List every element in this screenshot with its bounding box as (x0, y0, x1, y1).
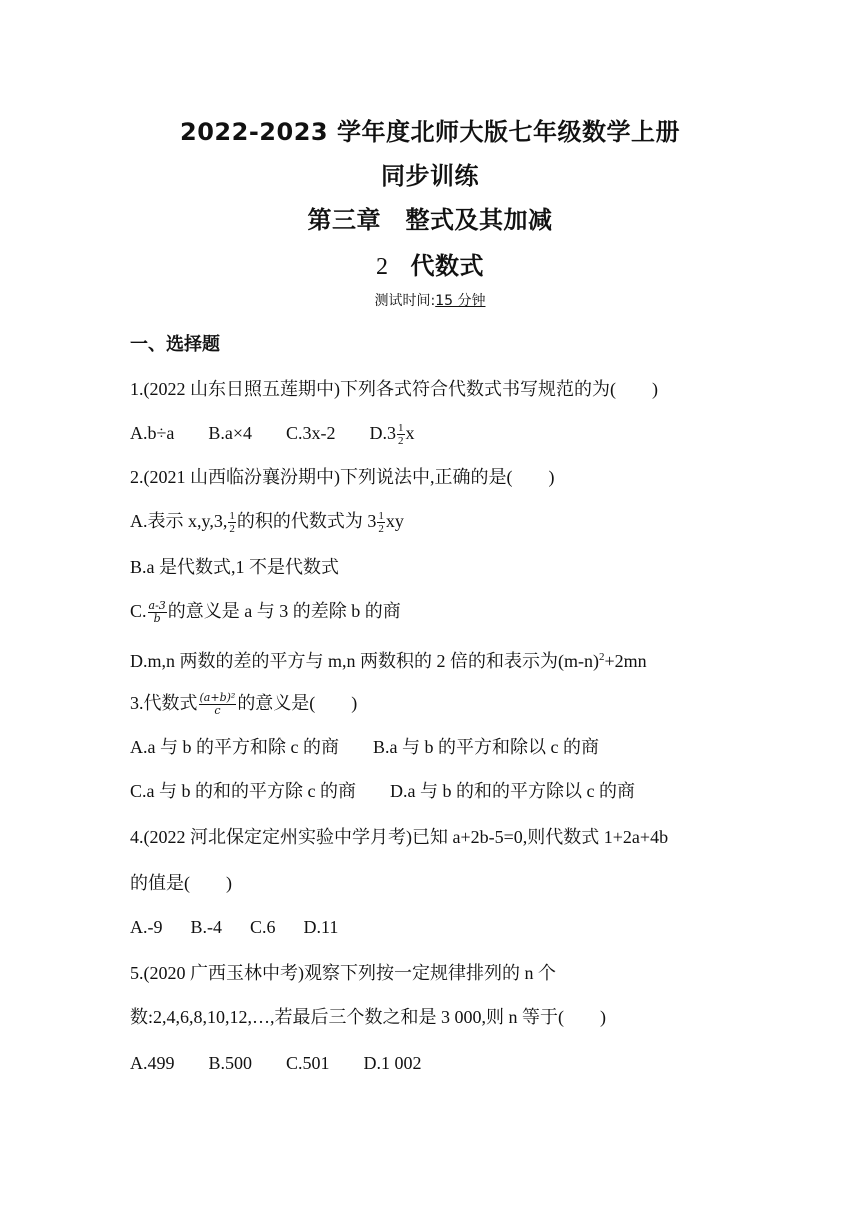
test-time (0, 290, 860, 310)
fraction: $\frac{1}{2}$ (378, 510, 384, 536)
section-heading (0, 246, 860, 281)
q4-option-c: C.6 (250, 917, 276, 937)
doc-subtitle: 同步训练 (381, 162, 479, 190)
q1-option-c: C.3x-2 (286, 423, 336, 443)
doc-title: 2022-2023 学年度北师大版七年级数学上册 (180, 118, 680, 146)
section-title: 代数式 (410, 252, 484, 280)
time-value: 15 分钟 (435, 293, 486, 309)
q3-stem: 3.代数式 $\frac{\text{(a+b)²}}{c}$ 的意义是( ) (130, 691, 358, 718)
fraction: $\frac{a-3}{b}$ (148, 599, 166, 626)
part-title: 一、选择题 (130, 334, 220, 355)
q3-options-cd (130, 780, 635, 802)
q4-stem-line2: 的值是( ) (130, 873, 232, 893)
q2-option-b: B.a 是代数式,1 不是代数式 (130, 557, 339, 577)
q3-options-ab (130, 736, 599, 758)
q1-options (130, 422, 415, 447)
q2-option-a: A.表示 x,y,3, $\frac{1}{2}$ 的积的代数式为 3 $\frac{1}{2}$ xy (130, 510, 404, 536)
q4-option-b: B.-4 (190, 917, 222, 937)
q2-option-d: D.m,n 两数的差的平方与 m,n 两数积的 2 倍的和表示为$(m-n)^2+2mn$ (130, 651, 647, 671)
q2-stem: 2.(2021 山西临汾襄汾期中)下列说法中,正确的是( ) (130, 467, 555, 487)
q5-option-b: B.500 (208, 1053, 253, 1073)
q3-option-c: C.a 与 b 的和的平方除 c 的商 (130, 781, 356, 801)
q5-option-a: A.499 (130, 1053, 175, 1073)
q5-option-d: D.1 002 (363, 1053, 422, 1073)
q1-stem: 1.(2022 山东日照五莲期中)下列各式符合代数式书写规范的为( ) (130, 379, 658, 399)
q4-option-d: D.11 (303, 917, 339, 937)
q3-option-d: D.a 与 b 的和的平方除以 c 的商 (389, 781, 635, 801)
q3-option-a: A.a 与 b 的平方和除 c 的商 (130, 737, 339, 757)
fraction: $\frac{1}{2}$ (398, 422, 404, 448)
q4-option-a: A.-9 (130, 917, 163, 937)
q5-stem-line1: 5.(2020 广西玉林中考)观察下列按一定规律排列的 n 个 (130, 963, 556, 983)
q2-option-c: C. $\frac{a-3}{b}$ 的意义是 a 与 3 的差除 b 的商 (130, 599, 401, 626)
q5-option-c: C.501 (286, 1053, 330, 1073)
chapter-title: 第三章 整式及其加减 (307, 206, 553, 234)
q3-option-b: B.a 与 b 的平方和除以 c 的商 (372, 737, 599, 757)
fraction: $\frac{\text{(a+b)²}}{c}$ (199, 691, 236, 718)
q1-option-b: B.a×4 (208, 423, 253, 443)
q4-stem-line1: 4.(2022 河北保定定州实验中学月考)已知 a+2b-5=0,则代数式 1+2a+4b (130, 827, 669, 847)
section-number: 2 (376, 254, 389, 280)
q1-option-d: D.3 $\frac{1}{2}$ x (369, 422, 415, 448)
time-label: 测试时间: (374, 293, 436, 309)
q5-options (130, 1052, 422, 1074)
q4-options (130, 916, 338, 938)
fraction: $\frac{1}{2}$ (229, 510, 235, 536)
q5-stem-line2: 数:2,4,6,8,10,12,…,若最后三个数之和是 3 000,则 n 等于( ) (130, 1007, 606, 1027)
q1-option-a: A.b÷a (130, 423, 175, 443)
